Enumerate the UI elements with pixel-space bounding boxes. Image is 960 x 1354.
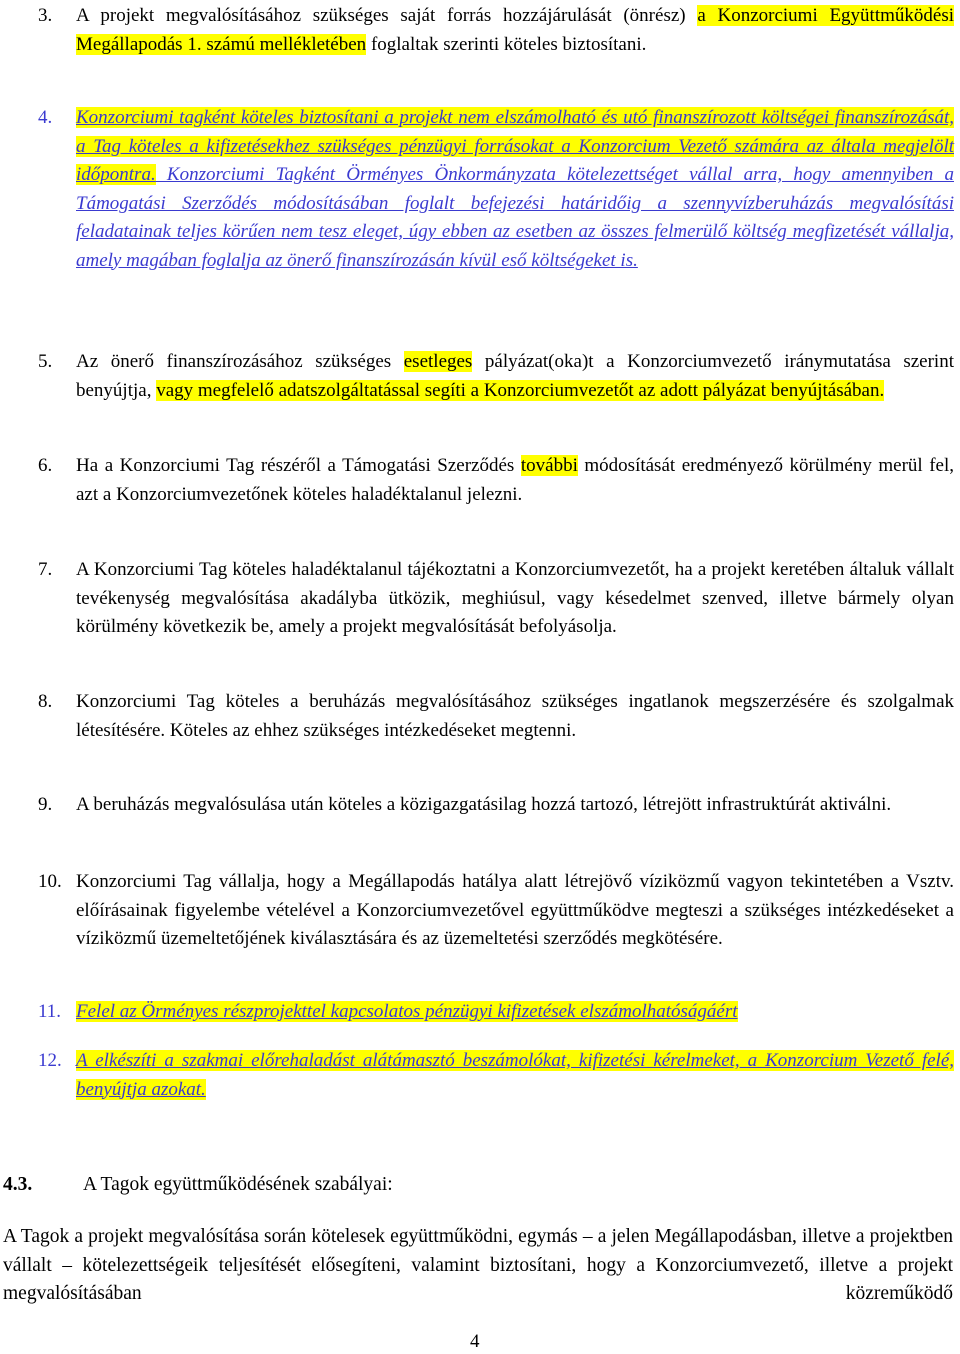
item-number: 9. [38, 794, 53, 815]
highlighted-text: a Konzorciumi Együttműködési Megállapodás 1. számú mellékletében [76, 5, 954, 55]
text-run: módosítását eredményező körülmény merül fel, azt a Konzorciumvezetőnek köteles haladéktalanul jelezni. [76, 455, 954, 505]
list-item [38, 1047, 954, 1104]
highlighted-text: esetleges [403, 351, 473, 372]
list-item [38, 452, 954, 509]
text-run: Konzorciumi Tag vállalja, hogy a Megállapodás hatálya alatt létrejövő víziközmű vagyon tekintetében a Vsztv. előírásainak figyelembe vételével a Konzorciumvezetővel együttműködve megteszi a szükséges intézkedéseket a víziközmű üzemeltetőjének kiválasztására és az üzemeltetési szerződés megkötésére. [76, 871, 954, 949]
item-text [76, 688, 954, 745]
highlighted-text: A elkészíti a szakmai előrehaladást alátámasztó beszámolókat, kifizetési kérelmeket, a Konzorcium Vezető felé, benyújtja azokat. [76, 1050, 954, 1100]
list-item [38, 688, 954, 745]
item-number: 7. [38, 559, 53, 580]
item-text [76, 452, 954, 509]
text-run: Konzorciumi Tag köteles a beruházás megvalósításához szükséges ingatlanok megszerzésére és szolgalmak létesítésére. Köteles az ehhez szükséges intézkedéseket megtenni. [76, 691, 954, 741]
item-number: 8. [38, 691, 53, 712]
section-title: A Tagok együttműködésének szabályai: [83, 1174, 393, 1195]
item-text [76, 2, 954, 59]
list-item [38, 2, 954, 59]
list-item [38, 556, 954, 642]
text-run: foglaltak szerinti köteles biztosítani. [366, 33, 647, 55]
item-text [76, 1047, 954, 1104]
highlighted-text: Felel az Örményes részprojekttel kapcsolatos pénzügyi kifizetések elszámolhatóságáért [76, 1001, 738, 1022]
text-run: pályázat(oka)t a Konzorciumvezető iránymutatása szerint benyújtja, [76, 351, 954, 401]
list-item [38, 998, 954, 1027]
item-number: 11. [38, 1001, 62, 1022]
highlighted-text: további [520, 455, 578, 476]
item-number: 6. [38, 455, 53, 476]
item-number: 3. [38, 5, 53, 26]
list-item [38, 104, 954, 275]
list-item [38, 348, 954, 405]
item-number: 5. [38, 351, 53, 372]
list-item [38, 791, 954, 820]
item-number: 4. [38, 107, 53, 128]
section-heading [3, 1171, 393, 1199]
item-number: 12. [38, 1050, 62, 1071]
item-text [76, 868, 954, 954]
text-run: A Konzorciumi Tag köteles haladéktalanul tájékoztatni a Konzorciumvezetőt, ha a projekt keretében általuk vállalt tevékenység megvalósítása akadályba ütközik, meghiúsul, vagy késedelmet szenved, illetve bármely olyan körülmény következik be, amely a projekt megvalósítását befolyásolja. [76, 559, 954, 637]
section-number: 4.3. [3, 1174, 33, 1195]
item-text [76, 104, 954, 275]
item-text [76, 998, 954, 1027]
item-text [76, 791, 954, 820]
text-run: Az önerő finanszírozásához szükséges [76, 351, 404, 372]
highlighted-text: vagy megfelelő adatszolgáltatással segíti a Konzorciumvezetőt az adott pályázat benyújtásában. [156, 379, 885, 401]
body-paragraph: A Tagok a projekt megvalósítása során kötelesek együttműködni, egymás – a jelen Megállapodásban, illetve a projektben vállalt – kötelezettségeik teljesítését elősegíteni, valamint biztosítani, hogy a Konzorciumvezető, illetve a projekt megvalósításában közreműködő [3, 1226, 953, 1304]
page-number: 4 [470, 1331, 480, 1352]
text-run: A beruházás megvalósulása után köteles a közigazgatásilag hozzá tartozó, létrejött infrastruktúrát aktiválni. [76, 794, 892, 815]
item-text [76, 348, 954, 405]
text-run: Ha a Konzorciumi Tag részéről a Támogatási Szerződés [76, 455, 521, 476]
list-item [38, 868, 954, 954]
highlighted-text: Konzorciumi tagként köteles biztosítani a projekt nem elszámolható és utó finanszírozott költségei finanszírozását, a Tag köteles a kifizetésekhez szükséges pénzügyi forrásokat a Konzorcium Vezető számára az általa megjelölt időpontra. [76, 107, 954, 185]
text-run: Konzorciumi Tagként Örményes Önkormányzata kötelezettséget vállal arra, hogy amennyiben a Támogatási Szerződés módosításában foglalt befejezési határidőig a szennyvízberuházás megvalósítási feladatainak teljes körűen nem tesz eleget, úgy ebben az esetben az összes felmerülő költség megfizetését vállalja, amely magában foglalja az önerő finanszírozásán kívül eső költségeket is. [76, 164, 954, 271]
item-text [76, 556, 954, 642]
item-number: 10. [38, 871, 62, 892]
text-run: A projekt megvalósításához szükséges saját forrás hozzájárulását (önrész) [76, 5, 698, 26]
